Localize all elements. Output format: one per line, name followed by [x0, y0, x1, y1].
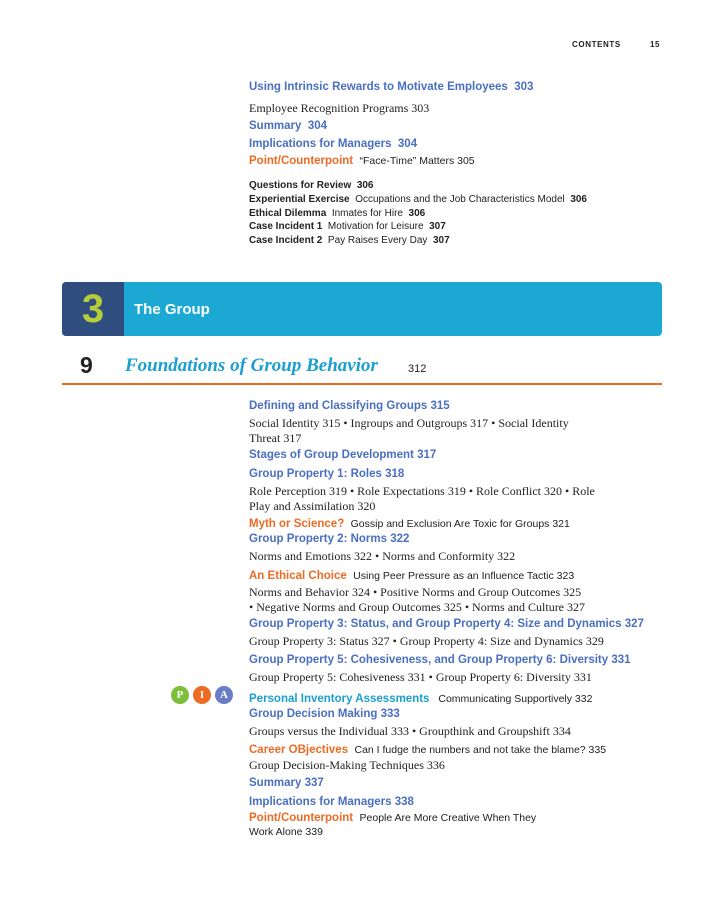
review-item[interactable]: Case Incident 2 Pay Raises Every Day 307	[249, 235, 450, 247]
toc-entry-personal-inventory[interactable]: Personal Inventory Assessments Communicating Supportively 332	[249, 693, 593, 705]
pia-letter-p: P	[171, 686, 189, 704]
toc-entry-stages[interactable]: Stages of Group Development 317	[249, 449, 437, 461]
pia-badge	[171, 686, 237, 704]
toc-entry-status-size[interactable]: Group Property 3: Status, and Group Property 4: Size and Dynamics 327	[249, 618, 644, 630]
toc-entry-point-counterpoint[interactable]	[249, 154, 669, 169]
entry-page: 304	[397, 138, 418, 150]
chapter-number: 9	[80, 352, 93, 378]
toc-sub-point-counterpoint: Work Alone 339	[249, 826, 323, 838]
chapter-page: 312	[408, 363, 427, 375]
toc-entry-decision-making[interactable]: Group Decision Making 333	[249, 708, 400, 720]
toc-sub-cohesiveness: Group Property 5: Cohesiveness 331 • Group Property 6: Diversity 331	[249, 670, 592, 684]
toc-sub-norms: Norms and Emotions 322 • Norms and Conformity 322	[249, 549, 516, 563]
review-item[interactable]: Case Incident 1 Motivation for Leisure 307	[249, 221, 446, 233]
toc-entry-summary-ch9[interactable]: Summary 337	[249, 777, 324, 789]
running-head-title: CONTENTS	[572, 40, 621, 49]
part-banner	[62, 282, 662, 336]
running-head-page: 15	[650, 40, 661, 49]
toc-entry-career-objectives[interactable]: Career OBjectives Can I fudge the numbers and not take the blame? 335	[249, 744, 607, 756]
toc-entry-cohesiveness[interactable]: Group Property 5: Cohesiveness, and Group Property 6: Diversity 331	[249, 654, 631, 666]
toc-sub-defining: Social Identity 315 • Ingroups and Outgroups 317 • Social Identity Threat 317	[249, 416, 569, 445]
entry-label: Summary	[249, 120, 302, 132]
pia-letter-i: I	[193, 686, 211, 704]
chapter-divider	[62, 383, 662, 385]
part-title: The Group	[134, 301, 210, 318]
review-item[interactable]: Experiential Exercise Occupations and the Job Characteristics Model 306	[249, 193, 587, 205]
toc-sub-decision: Groups versus the Individual 333 • Groupthink and Groupshift 334	[249, 724, 571, 738]
toc-entry-summary[interactable]	[249, 119, 669, 134]
toc-entry-ethical-choice[interactable]: An Ethical Choice Using Peer Pressure as an Influence Tactic 323	[249, 570, 575, 582]
feature-text: “Face-Time” Matters 305	[359, 155, 475, 167]
review-item[interactable]: Questions for Review 306	[249, 180, 374, 191]
toc-sub-roles: Role Perception 319 • Role Expectations 319 • Role Conflict 320 • Role Play and Assimilation 320	[249, 484, 595, 513]
toc-entry-implications[interactable]	[249, 137, 669, 152]
entry-page: 304	[307, 120, 327, 132]
entry-label: Implications for Managers	[249, 138, 392, 150]
toc-entry-norms[interactable]: Group Property 2: Norms 322	[249, 533, 410, 545]
entry-page: 303	[514, 81, 534, 93]
toc-sub-career: Group Decision-Making Techniques 336	[249, 758, 445, 772]
chapter-title[interactable]: Foundations of Group Behavior	[125, 355, 378, 376]
entry-label: Using Intrinsic Rewards to Motivate Employees	[249, 81, 508, 93]
part-number: 3	[62, 282, 124, 336]
toc-sub-recognition: Employee Recognition Programs 303	[249, 101, 430, 115]
review-block	[249, 179, 669, 248]
toc-entry-roles[interactable]: Group Property 1: Roles 318	[249, 468, 405, 480]
toc-entry-myth-or-science[interactable]: Myth or Science? Gossip and Exclusion Are Toxic for Groups 321	[249, 518, 570, 530]
toc-entry-defining-groups[interactable]: Defining and Classifying Groups 315	[249, 400, 450, 412]
toc-entry-point-counterpoint-ch9[interactable]: Point/Counterpoint People Are More Creative When They	[249, 812, 537, 824]
toc-sub-ethical: Norms and Behavior 324 • Positive Norms and Group Outcomes 325 • Negative Norms and Group Outcomes 325 • Norms and Culture 327	[249, 585, 586, 614]
toc-entry-intrinsic-rewards[interactable]	[249, 80, 669, 95]
feature-label: Point/Counterpoint	[249, 155, 354, 167]
toc-entry-implications-ch9[interactable]: Implications for Managers 338	[249, 796, 414, 808]
pia-letter-a: A	[215, 686, 233, 704]
toc-sub-status: Group Property 3: Status 327 • Group Property 4: Size and Dynamics 329	[249, 634, 604, 648]
review-item[interactable]: Ethical Dilemma Inmates for Hire 306	[249, 207, 426, 219]
